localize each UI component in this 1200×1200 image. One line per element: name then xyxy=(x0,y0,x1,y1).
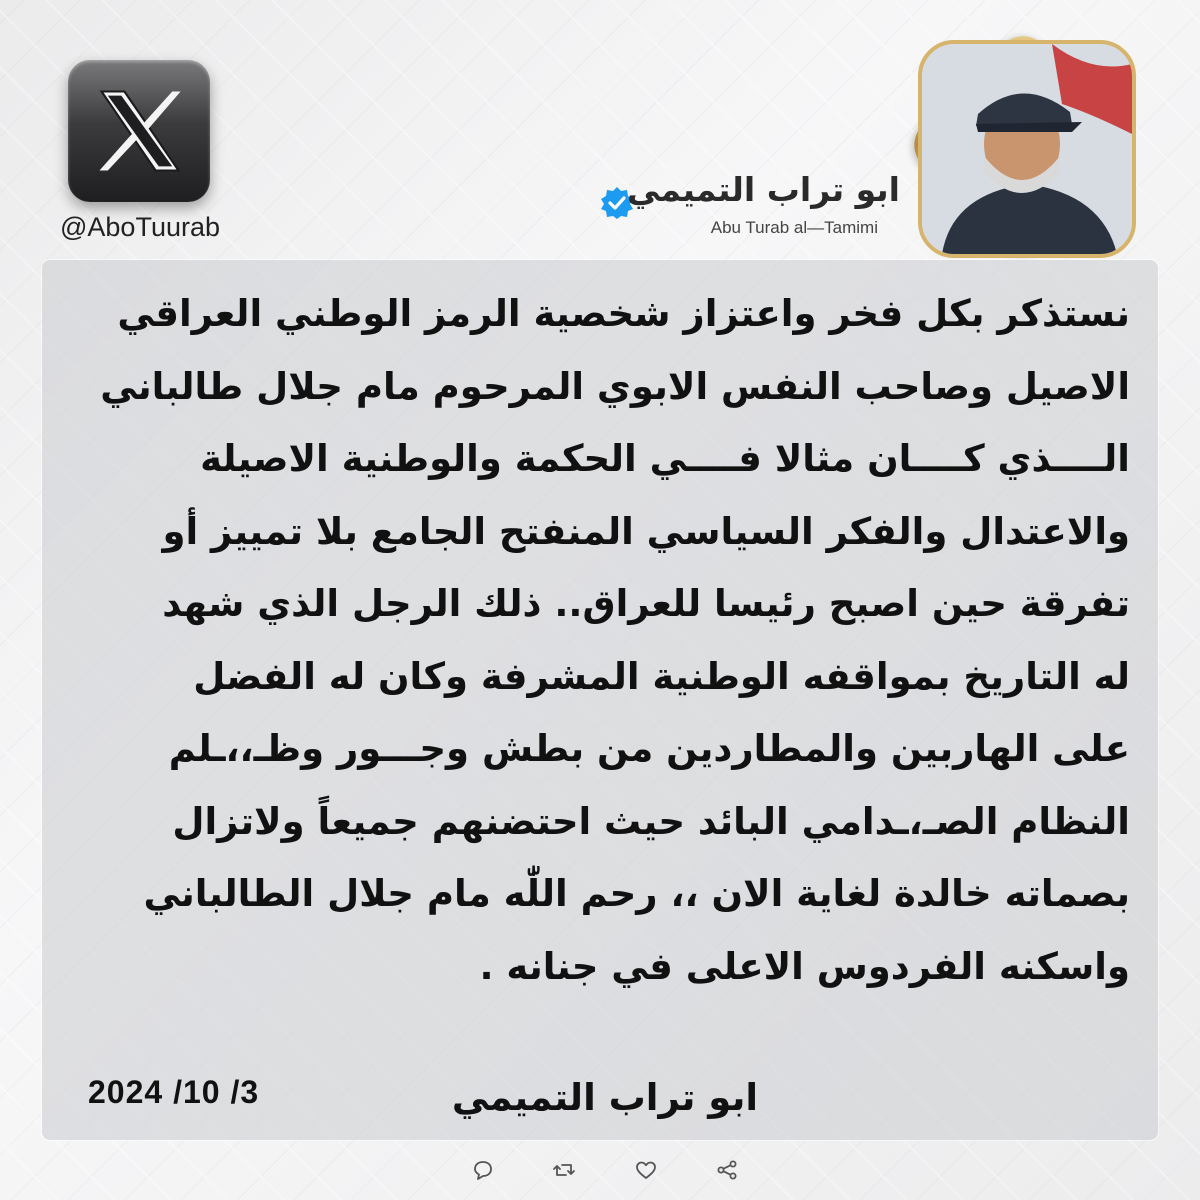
author-name-english: Abu Turab al—Tamimi xyxy=(710,218,878,237)
reply-icon[interactable] xyxy=(470,1157,496,1183)
author-name-arabic[interactable]: ابو تراب التميمي xyxy=(626,170,900,209)
tweet-signature: ابو تراب التميمي xyxy=(451,1076,759,1119)
tweet-line: واسكنه الفردوس الاعلى في جنانه . xyxy=(479,944,1130,988)
avatar[interactable] xyxy=(900,22,1146,268)
retweet-icon[interactable] xyxy=(551,1157,577,1183)
account-handle[interactable]: @AboTuurab xyxy=(60,212,220,242)
tweet-line: تفرقة حين اصبح رئيسا للعراق.. ذلك الرجل الذي شهد xyxy=(162,582,1130,625)
tweet-line: له التاريخ بمواقفه الوطنية المشرفة وكان له الفضل xyxy=(193,654,1130,698)
tweet-body xyxy=(70,278,1130,1003)
tweet-line: بصماته خالدة لغاية الان ،، رحم اللّٰه مام جلال الطالباني xyxy=(143,872,1130,915)
tweet-line: الــــذي كــــان مثالا فــــي الحكمة والوطنية الاصيلة xyxy=(200,437,1130,480)
tweet-line: النظام الصـ،ـدامي البائد حيث احتضنهم جميعاً ولاتزال xyxy=(172,799,1130,843)
tweet-line: نستذكر بكل فخر واعتزاز شخصية الرمز الوطني العراقي xyxy=(117,292,1130,335)
tweet-line: الاصيل وصاحب النفس الابوي المرحوم مام جلال طالباني xyxy=(100,364,1130,408)
avatar-photo xyxy=(918,40,1136,258)
author-block xyxy=(600,170,900,250)
like-icon[interactable] xyxy=(633,1157,659,1183)
tweet-actions xyxy=(470,1155,740,1185)
tweet-line: والاعتدال والفكر السياسي المنفتح الجامع بلا تمييز أو xyxy=(162,509,1130,553)
tweet-date: 2024 /10 /3 xyxy=(88,1074,260,1110)
tweet-line: على الهاربين والمطاردين من بطش وجـــور وظـ،،ـلم xyxy=(168,727,1130,770)
share-icon[interactable] xyxy=(714,1157,740,1183)
x-logo-icon xyxy=(68,60,210,202)
